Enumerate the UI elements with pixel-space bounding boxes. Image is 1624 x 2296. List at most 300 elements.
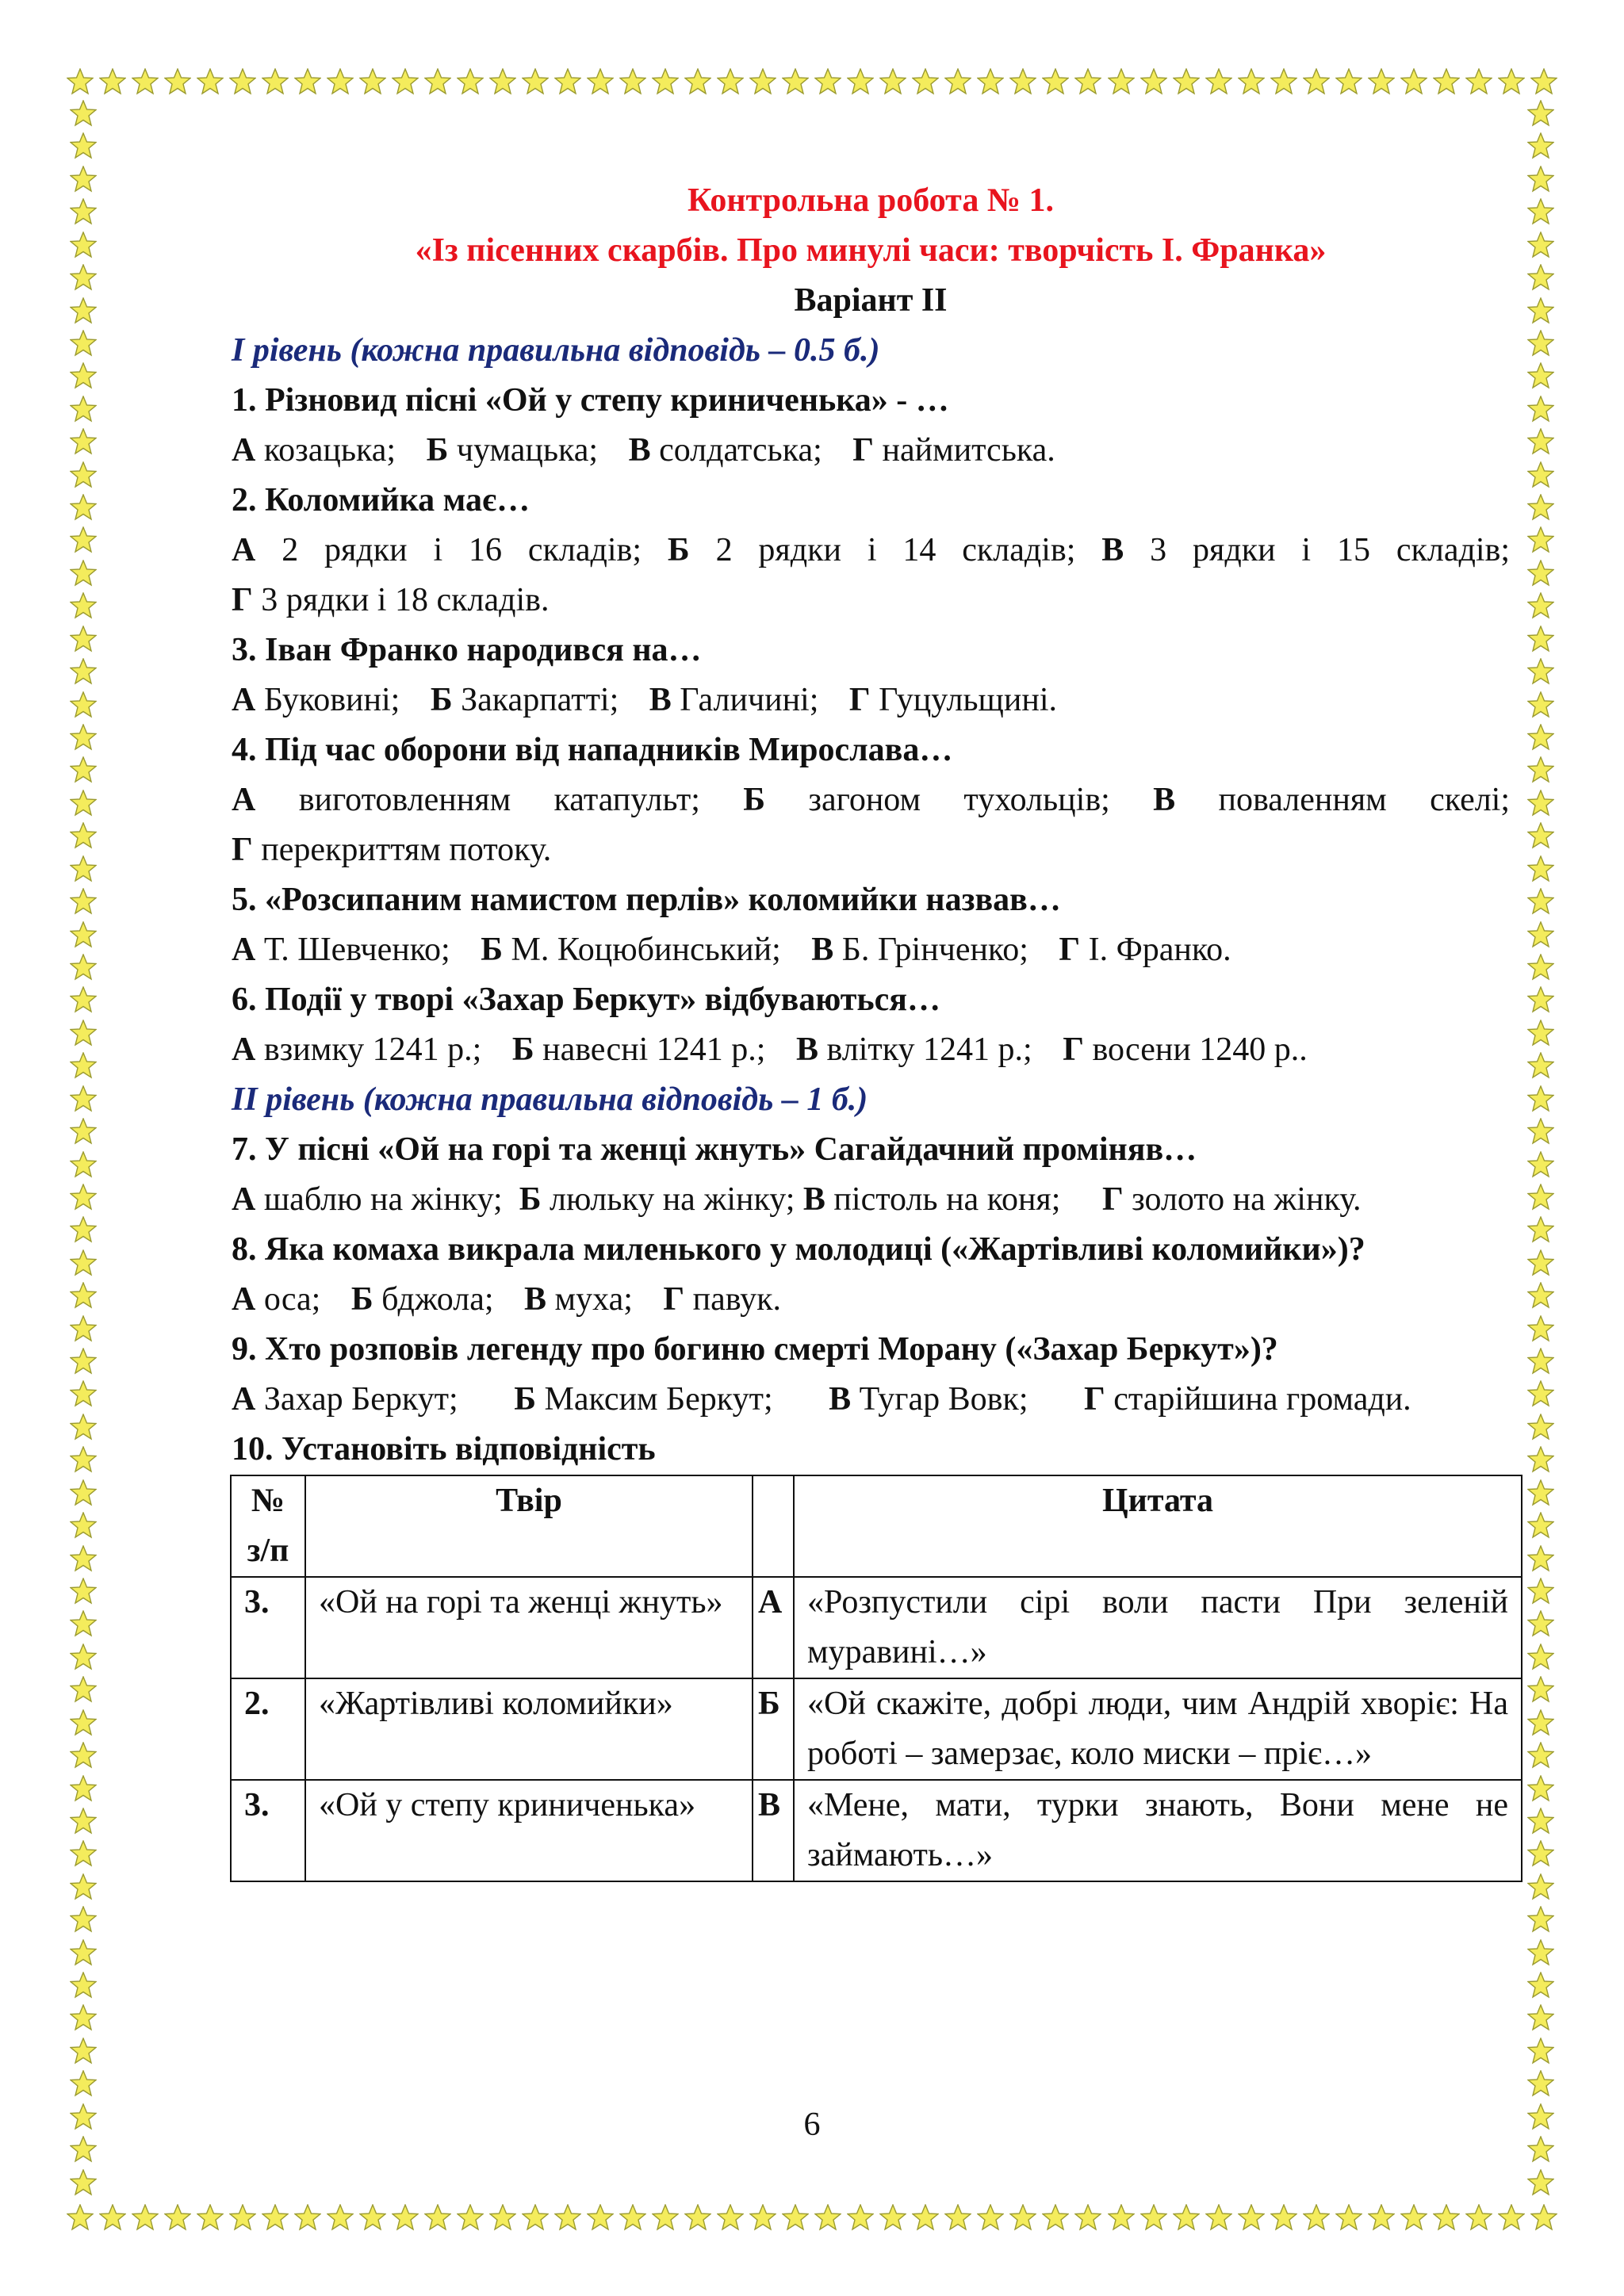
option-letter: А — [232, 432, 256, 469]
row-quote: «Розпустили сірі воли пасти При зеленій муравині…» — [794, 1577, 1522, 1678]
option-letter: А — [232, 682, 256, 718]
option-letter: В — [829, 1381, 852, 1418]
star-icon — [1530, 2204, 1557, 2231]
option-letter: Г — [1084, 1381, 1105, 1418]
star-icon — [554, 68, 581, 95]
star-icon — [749, 68, 776, 95]
option-letter: Б — [426, 432, 449, 469]
star-icon — [879, 68, 906, 95]
star-icon — [1527, 198, 1554, 225]
star-icon — [1527, 1709, 1554, 1736]
star-icon — [70, 526, 97, 553]
star-icon — [1009, 2204, 1036, 2231]
star-icon — [1527, 362, 1554, 389]
star-icon — [1527, 264, 1554, 291]
option-text: загоном тухольців; — [808, 782, 1110, 818]
option-letter: Б — [430, 682, 453, 718]
option-letter: А — [232, 932, 256, 968]
star-icon — [1270, 2204, 1297, 2231]
star-border-left — [67, 100, 100, 2196]
star-icon — [1527, 724, 1554, 751]
option-text: Б. Грінченко; — [841, 932, 1028, 968]
star-icon — [70, 1906, 97, 1933]
star-icon — [70, 494, 97, 521]
option-letter: А — [232, 532, 256, 568]
star-icon — [70, 1380, 97, 1407]
question-3-options — [232, 675, 1510, 725]
option-letter: В — [1153, 782, 1176, 818]
star-icon — [262, 68, 289, 95]
star-icon — [424, 2204, 451, 2231]
option-text: навесні 1241 р.; — [542, 1031, 766, 1068]
star-icon — [197, 68, 224, 95]
option-text: 3 рядки і 18 складів. — [261, 582, 550, 618]
star-icon — [70, 1315, 97, 1342]
star-icon — [1527, 986, 1554, 1013]
star-icon — [70, 822, 97, 849]
star-icon — [1140, 68, 1167, 95]
star-icon — [944, 68, 971, 95]
option-letter: В — [649, 682, 672, 718]
star-icon — [717, 68, 744, 95]
question-6: 6. Події у творі «Захар Беркут» відбуваються… — [232, 982, 940, 1018]
star-icon — [70, 396, 97, 423]
star-icon — [132, 68, 159, 95]
level-1-heading: І рівень (кожна правильна відповідь – 0.5 б.) — [232, 332, 880, 369]
option-letter: Г — [1063, 1031, 1084, 1068]
star-icon — [1140, 2204, 1167, 2231]
page-title: Контрольна робота № 1. — [687, 182, 1055, 219]
star-border-top — [67, 65, 1557, 98]
star-icon — [70, 592, 97, 619]
header-work: Твір — [305, 1475, 753, 1577]
star-icon — [70, 1840, 97, 1867]
star-icon — [70, 330, 97, 357]
option-letter: А — [232, 1031, 256, 1068]
star-icon — [912, 2204, 939, 2231]
star-icon — [70, 790, 97, 817]
star-icon — [587, 2204, 614, 2231]
star-icon — [1527, 921, 1554, 948]
star-icon — [1074, 68, 1101, 95]
star-icon — [70, 132, 97, 159]
question-3: 3. Іван Франко народився на… — [232, 632, 702, 668]
star-icon — [1530, 68, 1557, 95]
star-icon — [70, 1282, 97, 1309]
option-text: люльку на жінку; — [549, 1181, 795, 1218]
star-icon — [587, 68, 614, 95]
star-icon — [70, 1742, 97, 1769]
star-icon — [70, 428, 97, 455]
star-icon — [70, 2169, 97, 2196]
star-icon — [70, 954, 97, 981]
star-icon — [1205, 68, 1232, 95]
option-letter: Б — [350, 1281, 373, 1318]
star-icon — [1527, 1610, 1554, 1637]
option-letter: В — [795, 1031, 818, 1068]
star-icon — [1527, 1939, 1554, 1966]
question-6-options — [232, 1025, 1510, 1075]
star-icon — [1527, 1644, 1554, 1670]
option-text: перекриттям потоку. — [261, 832, 552, 868]
option-text: наймитська. — [882, 432, 1055, 469]
star-icon — [1527, 1775, 1554, 1802]
level-2-heading: ІІ рівень (кожна правильна відповідь – 1 б.) — [232, 1081, 868, 1118]
option-text: чумацька; — [456, 432, 599, 469]
question-2: 2. Коломийка має… — [232, 482, 530, 519]
star-icon — [1527, 1184, 1554, 1211]
star-icon — [1205, 2204, 1232, 2231]
star-icon — [1527, 1873, 1554, 1900]
option-text: влітку 1241 р.; — [826, 1031, 1032, 1068]
table-row — [231, 1577, 1522, 1678]
option-letter: А — [232, 1181, 256, 1218]
star-icon — [70, 1414, 97, 1441]
star-icon — [70, 100, 97, 127]
star-icon — [70, 1446, 97, 1473]
star-icon — [1527, 1282, 1554, 1309]
star-icon — [1303, 68, 1330, 95]
star-icon — [164, 68, 191, 95]
star-icon — [814, 68, 841, 95]
table-row — [231, 1780, 1522, 1881]
question-9: 9. Хто розповів легенду про богиню смерті Морану («Захар Беркут»)? — [232, 1331, 1278, 1368]
star-icon — [1527, 2004, 1554, 2031]
option-letter: В — [628, 432, 651, 469]
star-icon — [70, 1610, 97, 1637]
star-icon — [1527, 1414, 1554, 1441]
option-letter: Г — [663, 1281, 685, 1318]
star-icon — [1527, 428, 1554, 455]
star-icon — [70, 756, 97, 783]
star-icon — [1527, 1151, 1554, 1178]
question-4: 4. Під час оборони від нападників Мирослава… — [232, 732, 953, 768]
option-letter: Б — [511, 1031, 534, 1068]
star-icon — [70, 461, 97, 488]
star-icon — [70, 198, 97, 225]
star-icon — [1527, 1972, 1554, 1999]
star-icon — [99, 2204, 126, 2231]
star-icon — [1108, 2204, 1135, 2231]
option-text: Закарпатті; — [461, 682, 619, 718]
option-text: солдатська; — [659, 432, 822, 469]
star-icon — [1527, 1676, 1554, 1703]
option-letter: Г — [1059, 932, 1081, 968]
option-text: Буковині; — [263, 682, 400, 718]
option-letter: В — [524, 1281, 547, 1318]
option-text: І. Франко. — [1088, 932, 1231, 968]
option-text: 3 рядки і 15 складів; — [1150, 532, 1511, 568]
star-icon — [1527, 330, 1554, 357]
header-letter — [753, 1475, 794, 1577]
star-icon — [814, 2204, 841, 2231]
star-border-right — [1524, 100, 1557, 2196]
star-icon — [392, 68, 419, 95]
option-text: 2 рядки і 14 складів; — [715, 532, 1076, 568]
star-icon — [1527, 1052, 1554, 1079]
star-icon — [1527, 560, 1554, 587]
star-icon — [1527, 2070, 1554, 2097]
star-icon — [1527, 461, 1554, 488]
star-icon — [782, 68, 809, 95]
star-icon — [1335, 68, 1362, 95]
star-icon — [70, 1216, 97, 1243]
star-icon — [1527, 494, 1554, 521]
star-icon — [70, 1939, 97, 1966]
star-icon — [1108, 68, 1135, 95]
table-header-row — [231, 1475, 1522, 1577]
option-text: Т. Шевченко; — [263, 932, 450, 968]
page-number: 6 — [803, 2107, 821, 2143]
star-icon — [1173, 2204, 1200, 2231]
star-icon — [1527, 658, 1554, 685]
header-num: № з/п — [231, 1475, 305, 1577]
star-icon — [70, 1644, 97, 1670]
table-row — [231, 1678, 1522, 1780]
row-letter: Б — [753, 1678, 794, 1780]
star-icon — [1527, 1479, 1554, 1506]
star-icon — [1527, 756, 1554, 783]
star-icon — [67, 68, 94, 95]
row-num: 3. — [231, 1577, 305, 1678]
question-8-options — [232, 1275, 1510, 1325]
option-letter: Б — [667, 532, 690, 568]
star-icon — [1527, 132, 1554, 159]
star-icon — [1400, 2204, 1427, 2231]
star-icon — [1527, 1906, 1554, 1933]
star-icon — [1498, 2204, 1525, 2231]
option-letter: А — [232, 1381, 256, 1418]
star-icon — [489, 68, 516, 95]
star-icon — [70, 1775, 97, 1802]
star-icon — [327, 68, 354, 95]
star-icon — [70, 855, 97, 882]
star-icon — [1074, 2204, 1101, 2231]
star-icon — [1498, 68, 1525, 95]
star-icon — [684, 2204, 711, 2231]
star-icon — [99, 68, 126, 95]
star-icon — [1527, 526, 1554, 553]
star-icon — [67, 2204, 94, 2231]
star-icon — [1368, 2204, 1395, 2231]
star-icon — [1527, 1840, 1554, 1867]
star-icon — [294, 68, 321, 95]
star-icon — [70, 1972, 97, 1999]
star-icon — [717, 2204, 744, 2231]
star-icon — [70, 1873, 97, 1900]
star-icon — [70, 626, 97, 652]
star-icon — [70, 362, 97, 389]
star-icon — [489, 2204, 516, 2231]
question-7: 7. У пісні «Ой на горі та женці жнуть» Сагайдачний проміняв… — [232, 1131, 1197, 1168]
option-text: старійшина громади. — [1113, 1381, 1411, 1418]
star-icon — [70, 264, 97, 291]
star-icon — [847, 2204, 874, 2231]
star-icon — [1527, 396, 1554, 423]
star-icon — [652, 2204, 679, 2231]
star-icon — [457, 68, 484, 95]
star-icon — [1527, 888, 1554, 915]
star-icon — [1368, 68, 1395, 95]
star-icon — [977, 2204, 1004, 2231]
star-icon — [1527, 691, 1554, 718]
star-icon — [1527, 592, 1554, 619]
option-text: Максим Беркут; — [544, 1381, 773, 1418]
star-icon — [1527, 1545, 1554, 1572]
star-icon — [619, 68, 646, 95]
star-icon — [1527, 297, 1554, 324]
option-text: М. Коцюбинський; — [511, 932, 781, 968]
matching-table — [230, 1475, 1522, 1882]
star-icon — [70, 1479, 97, 1506]
option-letter: Г — [852, 432, 875, 469]
star-icon — [1527, 626, 1554, 652]
row-num: 3. — [231, 1780, 305, 1881]
option-text: восени 1240 р.. — [1092, 1031, 1308, 1068]
star-icon — [522, 2204, 549, 2231]
option-letter: Г — [232, 582, 253, 618]
star-icon — [424, 68, 451, 95]
question-5: 5. «Розсипаним намистом перлів» коломийки назвав… — [232, 882, 1061, 918]
option-letter: Г — [232, 832, 253, 868]
star-icon — [1042, 68, 1069, 95]
question-2-options-line2 — [232, 576, 1510, 626]
star-icon — [1433, 68, 1460, 95]
row-quote: «Мене, мати, турки знають, Вони мене не займають…» — [794, 1780, 1522, 1881]
star-icon — [229, 68, 256, 95]
option-text: оса; — [263, 1281, 321, 1318]
star-icon — [977, 68, 1004, 95]
star-icon — [229, 2204, 256, 2231]
star-icon — [1527, 1118, 1554, 1145]
star-icon — [1527, 1808, 1554, 1835]
star-icon — [1527, 166, 1554, 193]
question-4-options-line2 — [232, 825, 1510, 875]
star-icon — [70, 560, 97, 587]
question-1: 1. Різновид пісні «Ой у степу криниченька» - … — [232, 382, 949, 419]
star-icon — [1527, 2169, 1554, 2196]
star-icon — [522, 68, 549, 95]
star-icon — [1527, 1380, 1554, 1407]
option-letter: Г — [848, 682, 871, 718]
star-icon — [1527, 790, 1554, 817]
star-icon — [70, 1709, 97, 1736]
star-icon — [294, 2204, 321, 2231]
star-icon — [164, 2204, 191, 2231]
option-text: 2 рядки і 16 складів; — [282, 532, 642, 568]
star-icon — [782, 2204, 809, 2231]
star-icon — [70, 691, 97, 718]
star-icon — [70, 1085, 97, 1112]
page-subtitle: «Із пісенних скарбів. Про минулі часи: творчість І. Франка» — [415, 232, 1327, 269]
star-icon — [1042, 2204, 1069, 2231]
star-icon — [359, 68, 386, 95]
row-letter: В — [753, 1780, 794, 1881]
star-icon — [70, 2038, 97, 2064]
row-letter: А — [753, 1577, 794, 1678]
option-text: муха; — [554, 1281, 633, 1318]
option-text: козацька; — [263, 432, 396, 469]
star-icon — [197, 2204, 224, 2231]
star-icon — [1173, 68, 1200, 95]
star-icon — [70, 1151, 97, 1178]
question-1-options — [232, 426, 1510, 476]
star-icon — [1527, 1512, 1554, 1539]
option-letter: Г — [1101, 1181, 1124, 1218]
option-text: бджола; — [381, 1281, 494, 1318]
star-icon — [70, 986, 97, 1013]
option-letter: Б — [481, 932, 504, 968]
star-icon — [912, 68, 939, 95]
star-icon — [70, 1118, 97, 1145]
star-icon — [70, 2004, 97, 2031]
star-icon — [1527, 1020, 1554, 1047]
star-icon — [359, 2204, 386, 2231]
star-icon — [70, 1545, 97, 1572]
star-icon — [1527, 1085, 1554, 1112]
question-5-options — [232, 925, 1510, 975]
option-text: взимку 1241 р.; — [263, 1031, 482, 1068]
option-text: Тугар Вовк; — [859, 1381, 1028, 1418]
option-letter: А — [232, 1281, 256, 1318]
option-letter: В — [811, 932, 834, 968]
star-border-bottom — [67, 2201, 1557, 2234]
row-work: «Ой на горі та женці жнуть» — [305, 1577, 753, 1678]
star-icon — [1238, 2204, 1265, 2231]
star-icon — [1238, 68, 1265, 95]
star-icon — [879, 2204, 906, 2231]
question-9-options — [232, 1375, 1510, 1425]
star-icon — [70, 1020, 97, 1047]
row-work: «Ой у степу криниченька» — [305, 1780, 753, 1881]
star-icon — [70, 1249, 97, 1276]
star-icon — [70, 1512, 97, 1539]
star-icon — [1527, 1446, 1554, 1473]
option-text: виготовленням катапульт; — [298, 782, 700, 818]
option-text: шаблю на жінку; — [263, 1181, 503, 1218]
row-num: 2. — [231, 1678, 305, 1780]
star-icon — [1433, 2204, 1460, 2231]
star-icon — [1527, 1348, 1554, 1375]
star-icon — [619, 2204, 646, 2231]
option-text: поваленням скелі; — [1218, 782, 1511, 818]
star-icon — [847, 68, 874, 95]
star-icon — [1527, 855, 1554, 882]
star-icon — [554, 2204, 581, 2231]
star-icon — [1527, 1742, 1554, 1769]
option-text: Галичині; — [680, 682, 819, 718]
star-icon — [684, 68, 711, 95]
star-icon — [70, 1808, 97, 1835]
row-work: «Жартівливі коломийки» — [305, 1678, 753, 1780]
star-icon — [1527, 100, 1554, 127]
star-icon — [1335, 2204, 1362, 2231]
star-icon — [1303, 2204, 1330, 2231]
star-icon — [132, 2204, 159, 2231]
question-7-options — [232, 1175, 1510, 1225]
star-icon — [1527, 954, 1554, 981]
option-text: пістоль на коня; — [833, 1181, 1061, 1218]
question-2-options-line1 — [232, 526, 1510, 576]
question-8: 8. Яка комаха викрала миленького у молодиці («Жартівливі коломийки»)? — [232, 1231, 1365, 1268]
star-icon — [1527, 232, 1554, 258]
star-icon — [70, 1676, 97, 1703]
option-letter: Б — [743, 782, 766, 818]
star-icon — [392, 2204, 419, 2231]
star-icon — [1527, 822, 1554, 849]
star-icon — [1465, 2204, 1492, 2231]
star-icon — [70, 2070, 97, 2097]
